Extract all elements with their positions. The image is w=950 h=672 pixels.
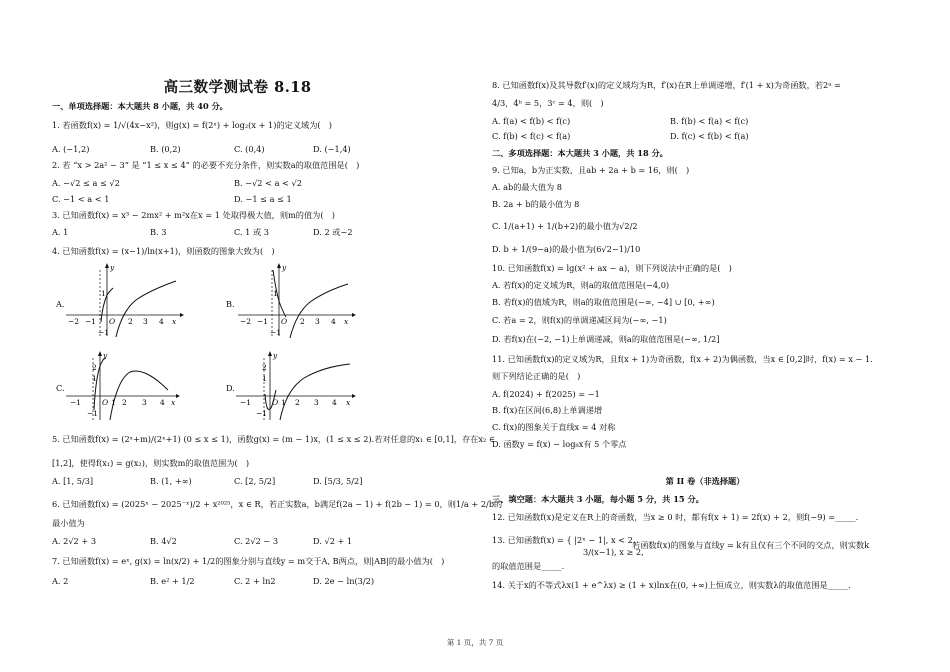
q3-option-a: A. 1 [52,227,69,237]
axis-tick: −1 [87,409,99,418]
q7-option-b: B. e² + 1/2 [150,576,195,586]
q2-option-d: D. −1 ≤ a ≤ 1 [234,194,292,204]
question-8-line1: 8. 已知函数f(x)及其导数f′(x)的定义域均为R，f′(x)在R上单调递增，f′(1 + x)为奇函数，若2ᵃ = [492,80,841,90]
q2-option-a: A. −√2 ≤ a ≤ √2 [52,178,120,188]
question-7: 7. 已知函数f(x) = eˣ, g(x) = ln(x/2) + 1/2的图象分别与直线y = m交于A, B两点，则|AB|的最小值为( ) [52,556,445,566]
axis-tick: 3 [315,317,320,326]
axis-tick: 2 [92,363,97,372]
question-10: 10. 已知函数f(x) = lg(x² + ax − a)，则下列说法中正确的是( ) [492,263,732,273]
question-2: 2. 若 “x > 2a² − 3” 是 “1 ≤ x ≤ 4” 的必要不充分条件，则实数a的取值范围是( ) [52,160,360,170]
q10-option-b: B. 若f(x)的值域为R，则a的取值范围是(−∞, −4] ∪ [0, +∞) [492,297,715,307]
axis-tick: 4 [332,398,337,407]
axis-tick: 3 [314,398,319,407]
question-5-line2: [1,2]，使得f(x₁) = g(x₂)，则实数m的取值范围为( ) [52,458,250,468]
axis-tick: −2 [240,317,252,326]
question-6-line1: 6. 已知函数f(x) = (2025ˣ − 2025⁻ˣ)/2 + x²⁰²⁵，x ∈ R，若正实数a，b满足f(2a − 1) + f(2b − 1) = 0，则1/a + 2/b的 [52,499,503,509]
axis-tick: −1 [98,328,110,337]
graph-a-label: A. [56,299,65,309]
question-13-line2: 若函数f(x)的图象与直线y = k有且仅有三个不同的交点，则实数k [632,540,870,550]
q3-option-b: B. 3 [150,227,167,237]
q7-option-a: A. 2 [52,576,69,586]
axis-tick: O [109,317,116,326]
q7-option-c: C. 2 + ln2 [234,576,276,586]
axis-tick: x [172,317,177,326]
q8-option-a: A. f(a) < f(b) < f(c) [492,116,571,126]
axis-tick: −2 [68,317,80,326]
axis-tick: 2 [262,363,267,372]
q1-option-a: A. (−1,2) [52,144,90,154]
question-12: 12. 已知函数f(x)是定义在R上的奇函数，当x ≥ 0 时，都有f(x + 1) = 2f(x) + 2，则f(−9) =_____. [492,512,859,522]
axis-tick: x [344,317,349,326]
axis-tick: 1 [101,289,106,298]
axis-tick: −1 [257,317,269,326]
question-5-line1: 5. 已知函数f(x) = (2ˣ+m)/(2ˣ+1) (0 ≤ x ≤ 1)，函数g(x) = (m − 1)x，(1 ≤ x ≤ 2).若对任意的x₁ ∈ [0,1]，存在x₂ ∈ [52,434,495,444]
axis-tick: −1 [256,409,268,418]
q3-option-d: D. 2 或−2 [313,227,353,237]
axis-tick: 1 [262,374,267,383]
graph-b-label: B. [226,299,235,309]
part-2-heading: 第 II 卷（非选择题） [665,476,745,486]
axis-tick: O [102,398,109,407]
axis-tick: 1 [92,374,97,383]
axis-tick: y [273,351,278,360]
q6-option-d: D. √2 + 1 [313,536,353,546]
axis-tick: O [272,398,279,407]
question-9: 9. 已知a，b为正实数，且ab + 2a + b = 16，则( ) [492,165,690,175]
axis-tick: 2 [128,317,133,326]
axis-tick: 1 [111,398,116,407]
q6-option-c: C. 2√2 − 3 [234,536,279,546]
question-8-line2: 4/3，4ᵇ = 5，3ᶜ = 4，则( ) [492,98,604,108]
question-11-line2: 则下列结论正确的是( ) [492,371,581,381]
axis-tick: 2 [300,317,305,326]
axis-tick: y [103,351,108,360]
q9-option-b: B. 2a + b的最小值为 8 [492,199,580,209]
axis-tick: 3 [142,398,147,407]
axis-tick: x [171,398,176,407]
q11-option-d: D. 函数y = f(x) − log₈x有 5 个零点 [492,439,627,449]
section-2-heading: 二、多项选择题：本大题共 3 小题，共 18 分。 [492,148,668,158]
graph-d [234,350,358,422]
q10-option-a: A. 若f(x)的定义域为R，则a的取值范围是(−4,0) [492,280,670,290]
q8-option-c: C. f(b) < f(c) < f(a) [492,131,571,141]
q5-option-a: A. [1, 5/3] [52,476,94,486]
axis-tick: O [281,317,288,326]
q2-option-b: B. −√2 < a < √2 [234,178,302,188]
q8-option-d: D. f(c) < f(b) < f(a) [670,131,749,141]
axis-tick: x [346,398,351,407]
page-title: 高三数学测试卷 8.18 [163,79,312,96]
q1-option-b: B. (0,2) [150,144,181,154]
q1-option-c: C. (0,4) [234,144,265,154]
question-13-case2: 3/(x−1), x ≥ 2, [583,547,644,557]
q5-option-b: B. (1, +∞) [150,476,192,486]
graph-c-label: C. [56,383,65,393]
question-6-line2: 最小值为 [52,518,85,528]
q10-option-d: D. 若f(x)在(−2, −1)上单调递减，则a的取值范围是(−∞, 1/2] [492,334,720,344]
axis-tick: 4 [159,317,164,326]
q6-option-a: A. 2√2 + 3 [52,536,97,546]
graph-a [64,262,184,338]
axis-tick: 1 [273,289,278,298]
axis-tick: −1 [85,317,97,326]
graph-d-label: D. [226,383,235,393]
question-13-line1: 13. 已知函数f(x) = { |2ˣ − 1|, x < 2, [492,535,636,545]
axis-tick: 4 [160,398,165,407]
question-11-line1: 11. 已知函数f(x)的定义域为R，且f(x + 1)为奇函数，f(x + 2)为偶函数，当x ∈ [0,2]时，f(x) = x − 1. [492,354,873,364]
q11-option-a: A. f(2024) + f(2025) = −1 [492,389,600,399]
axis-tick: y [282,263,287,272]
question-14: 14. 关于x的不等式λx(1 + e^λx) ≥ (1 + x)lnx在(0, +∞)上恒成立，则实数λ的取值范围是_____. [492,580,851,590]
graph-b [236,262,356,338]
axis-tick: 3 [143,317,148,326]
graph-c [64,350,184,422]
question-13-line3: 的取值范围是_____. [492,561,565,571]
q7-option-d: D. 2e − ln(3/2) [313,576,375,586]
q5-option-d: D. [5/3, 5/2] [313,476,363,486]
q9-option-a: A. ab的最大值为 8 [492,182,562,192]
question-3: 3. 已知函数f(x) = x³ − 2mx² + m²x在x = 1 处取得极大值，则m的值为( ) [52,210,335,220]
axis-tick: 2 [295,398,300,407]
axis-tick: −1 [70,398,82,407]
q10-option-c: C. 若a = 2，则f(x)的单调递减区间为(−∞, −1) [492,315,667,325]
question-1: 1. 若函数f(x) = 1/√(4x−x²)，则g(x) = f(2ˣ) + log₂(x + 1)的定义域为( ) [52,120,332,130]
q1-option-d: D. (−1,4) [313,144,351,154]
axis-tick: 2 [122,398,127,407]
axis-tick: 1 [281,398,286,407]
q9-option-d: D. b + 1/(9−a)的最小值为(6√2−1)/10 [492,244,641,254]
q6-option-b: B. 4√2 [150,536,177,546]
q2-option-c: C. −1 < a < 1 [52,194,110,204]
page-footer: 第 1 页，共 7 页 [446,638,504,647]
q8-option-b: B. f(b) < f(a) < f(c) [670,116,749,126]
axis-tick: y [110,263,115,272]
q11-option-b: B. f(x)在区间(6,8)上单调递增 [492,405,603,415]
q11-option-c: C. f(x)的图象关于直线x = 4 对称 [492,422,616,432]
q5-option-c: C. [2, 5/2] [234,476,276,486]
section-1-heading: 一、单项选择题：本大题共 8 小题，共 40 分。 [52,101,228,111]
q3-option-c: C. 1 或 3 [234,227,269,237]
axis-tick: 4 [331,317,336,326]
section-3-heading: 三、填空题：本大题共 3 小题，每小题 5 分，共 15 分。 [492,494,704,504]
axis-tick: −1 [270,328,282,337]
q9-option-c: C. 1/(a+1) + 1/(b+2)的最小值为√2/2 [492,221,638,231]
axis-tick: −1 [240,398,252,407]
question-4: 4. 已知函数f(x) = (x−1)/ln(x+1)，则函数的图象大致为( ) [52,246,275,256]
